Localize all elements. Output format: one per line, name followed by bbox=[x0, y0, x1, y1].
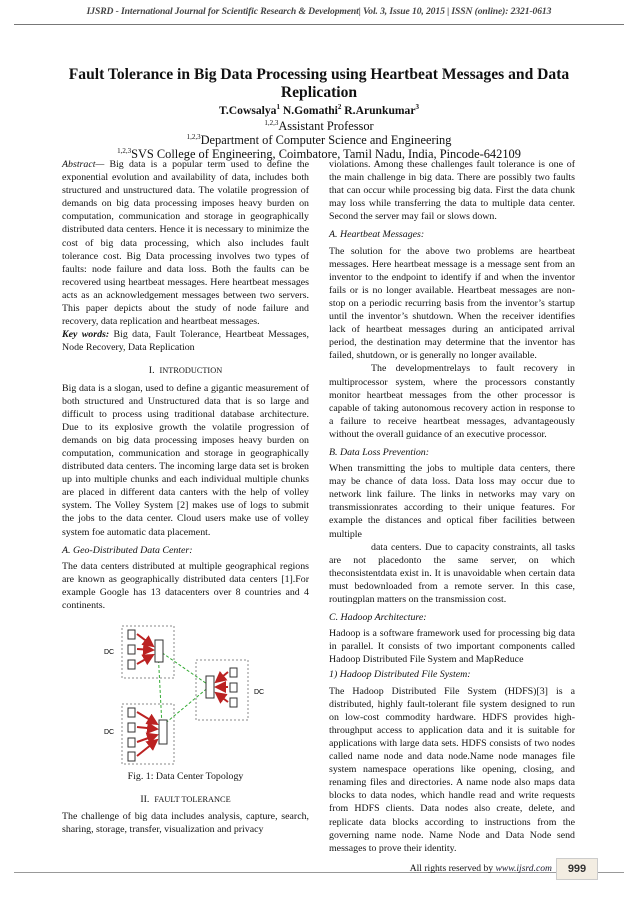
figure-caption: Fig. 1: Data Center Topology bbox=[127, 771, 244, 783]
abstract bbox=[62, 158, 309, 328]
link-top-right bbox=[158, 650, 210, 686]
geo-paragraph: The data centers distributed at multiple geographical regions are known as geographically distributed data centers [1].For example Google has 13 datacenters over 8 countries and 4 continents. bbox=[62, 560, 309, 611]
paper-title: Fault Tolerance in Big Data Processing using Heartbeat Messages and Data Replication bbox=[68, 66, 570, 101]
author-3: R.Arunkumar bbox=[341, 104, 416, 117]
author-1-sup: 1 bbox=[276, 103, 280, 112]
intro-paragraph: Big data is a slogan, used to define a gigantic measurement of both structured and Unstructured data that is so large and difficult to process using traditional database architecture. Due to its explosive growth the volatile progression of demands on big data processing imposes heavy burden on computation, communication and storage in geographically distributed data centers. The incoming large data set is broken up into multiple chunks and each individual multiple chunks are placed in different data canters with the help of volley system. The Volley System [2] makes use of logs to submit the jobs to the data center. Cloud users make use of volley system foe automatic data placement. bbox=[62, 382, 309, 538]
role-sup: 1,2,3 bbox=[264, 118, 279, 127]
left-column bbox=[62, 158, 309, 836]
footer-rights bbox=[410, 863, 552, 874]
dc-box-right bbox=[196, 660, 248, 720]
section-fault-num: II. bbox=[140, 794, 150, 806]
geo-heading: A. Geo-Distributed Data Center: bbox=[62, 544, 193, 556]
abstract-text: Big data is a popular term used to define the exponential evolution and availability of data, includes both structured and unstructured data. The volatile progression of demands on big data processing imposes heavy burden on computation, communication and storage in geographically distributed data centers. Hence it is necessary to minimize the cost of big data processing, which also includes fault tolerance cost. Big Data processing involves two types of faults: node failure and data loss. Both the faults can be recovered using heartbeat messages. Here heartbeat messages acts as an acknowledgement messages between two servers. This paper depicts about the study of node failure and recovery, data replication and heartbeat messages. bbox=[62, 159, 309, 328]
figure-data-center-topology bbox=[62, 620, 309, 768]
author-2: N.Gomathi bbox=[279, 104, 338, 117]
heartbeat-paragraph: The solution for the above two problems are heartbeat messages. Here heartbeat message is a message sent from an inventor to the endpoint to identify if and when the inventor fails or is no longer available. Heartbeat messages are non-stop on a periodic recurring basis from the inventor’s startup until the inventor’s shutdown. When the receiver identifies lack of heartbeat messages during an anticipated arrival period, the destination may determine that the inventor has failed, shutdown, or is generally no longer available. bbox=[329, 245, 575, 362]
footer-site-link[interactable]: www.ijsrd.com bbox=[495, 863, 552, 874]
hdfs-heading: 1) Hadoop Distributed File System: bbox=[329, 669, 471, 681]
affiliation-role bbox=[0, 119, 638, 133]
author-line bbox=[0, 104, 638, 117]
dataloss-paragraph-2: data centers. Due to capacity constraints, all tasks are not placedonto the same server, on which theconsistentdata exist in. It is unavoidable when certain data must bedownloaded from a remote server. In this case, routingplan matters on the transmission cost. bbox=[329, 541, 575, 605]
dc-label-bottom: DC bbox=[104, 729, 115, 737]
keywords-label: Key words: bbox=[62, 329, 110, 341]
section-fault-heading bbox=[62, 793, 309, 806]
dc-label-right: DC bbox=[254, 689, 265, 697]
dataloss-paragraph: When transmitting the jobs to multiple data centers, there may be chance of data loss. Data loss may occur due to network link failure. The links in networks may vary on transmissionrates according to their unique features. For example the distances and optical fiber facilities between multiple bbox=[329, 463, 575, 540]
heartbeat-paragraph-2: The developmentrelays to fault recovery in multiprocessor system, where the processors constantly monitor heartbeat messages from the other processor is capable of taking autonomous recovery action in response to a failure to receive heartbeat messages, advantageously without the overall guidance of an executive processor. bbox=[329, 363, 575, 440]
section-intro-title: INTRODUCTION bbox=[159, 366, 223, 376]
author-3-sup: 3 bbox=[415, 103, 419, 112]
topology-diagram bbox=[62, 620, 309, 768]
hdfs-paragraph: The Hadoop Distributed File System (HDFS)[3] is a distributed, highly fault-tolerant file system designed to run on low-cost commodity hardware. HDFS provides high-throughput access to application data and it is suitable for applications with large data sets. HDFS consists of two nodes called name node and data node.Name node manages file system namespace operations like opening, closing, and renaming files and directories. A name node also maps data blocks to data nodes, which handle read and write requests from HDFS clients. Data nodes also create, delete, and replicate data blocks according to instructions from the governing name node. Name Node and Data Node send messages to prove their identity. bbox=[329, 685, 575, 854]
dataloss-heading: B. Data Loss Prevention: bbox=[329, 446, 430, 458]
section-intro-heading bbox=[62, 364, 309, 377]
role-text: Assistant Professor bbox=[278, 119, 374, 133]
heartbeat-heading: A. Heartbeat Messages: bbox=[329, 229, 425, 241]
right-column bbox=[329, 158, 575, 855]
dc-top-servers bbox=[128, 630, 163, 669]
running-header: IJSRD - International Journal for Scientific Research & Development| Vol. 3, Issue 10, 2015 | ISSN (online): 2321-0613 bbox=[14, 6, 624, 25]
author-1: T.Cowsalya bbox=[219, 104, 277, 117]
author-2-sup: 2 bbox=[337, 103, 342, 112]
page-number: 999 bbox=[556, 858, 598, 880]
affiliation-dept bbox=[0, 133, 638, 147]
keywords-text: Big data, Fault Tolerance, Heartbeat Messages, Node Recovery, Data Replication bbox=[62, 329, 309, 354]
hadoop-heading: C. Hadoop Architecture: bbox=[329, 612, 427, 624]
footer-rights-text: All rights reserved by bbox=[409, 863, 496, 874]
section-intro-num: I. bbox=[148, 365, 155, 377]
keywords bbox=[62, 328, 309, 354]
dc-label-top: DC bbox=[104, 649, 115, 657]
abstract-label: Abstract— bbox=[62, 159, 105, 170]
dept-text: Department of Computer Science and Engineering bbox=[200, 133, 452, 147]
fault-continued-paragraph: violations. Among these challenges fault tolerance is one of the main challenge in big data. There are possibly two faults that can occur while processing big data. First the data chunk may loss while transferring the data to multiple data center. Second the server may fail or slows down. bbox=[329, 159, 575, 223]
college-text: SVS College of Engineering, Coimbatore, Tamil Nadu, India, Pincode-642109 bbox=[131, 147, 521, 161]
dept-sup: 1,2,3 bbox=[186, 132, 201, 141]
fault-paragraph: The challenge of big data includes analysis, capture, search, sharing, storage, transfer, visualization and privacy bbox=[62, 811, 309, 836]
section-fault-title: FAULT TOLERANCE bbox=[154, 795, 231, 805]
college-sup: 1,2,3 bbox=[117, 146, 132, 155]
hadoop-paragraph: Hadoop is a software framework used for processing big data in parallel. It consists of two important components called Hadoop Distributed File System and MapReduce bbox=[329, 628, 575, 666]
dc-right-servers bbox=[206, 668, 237, 707]
